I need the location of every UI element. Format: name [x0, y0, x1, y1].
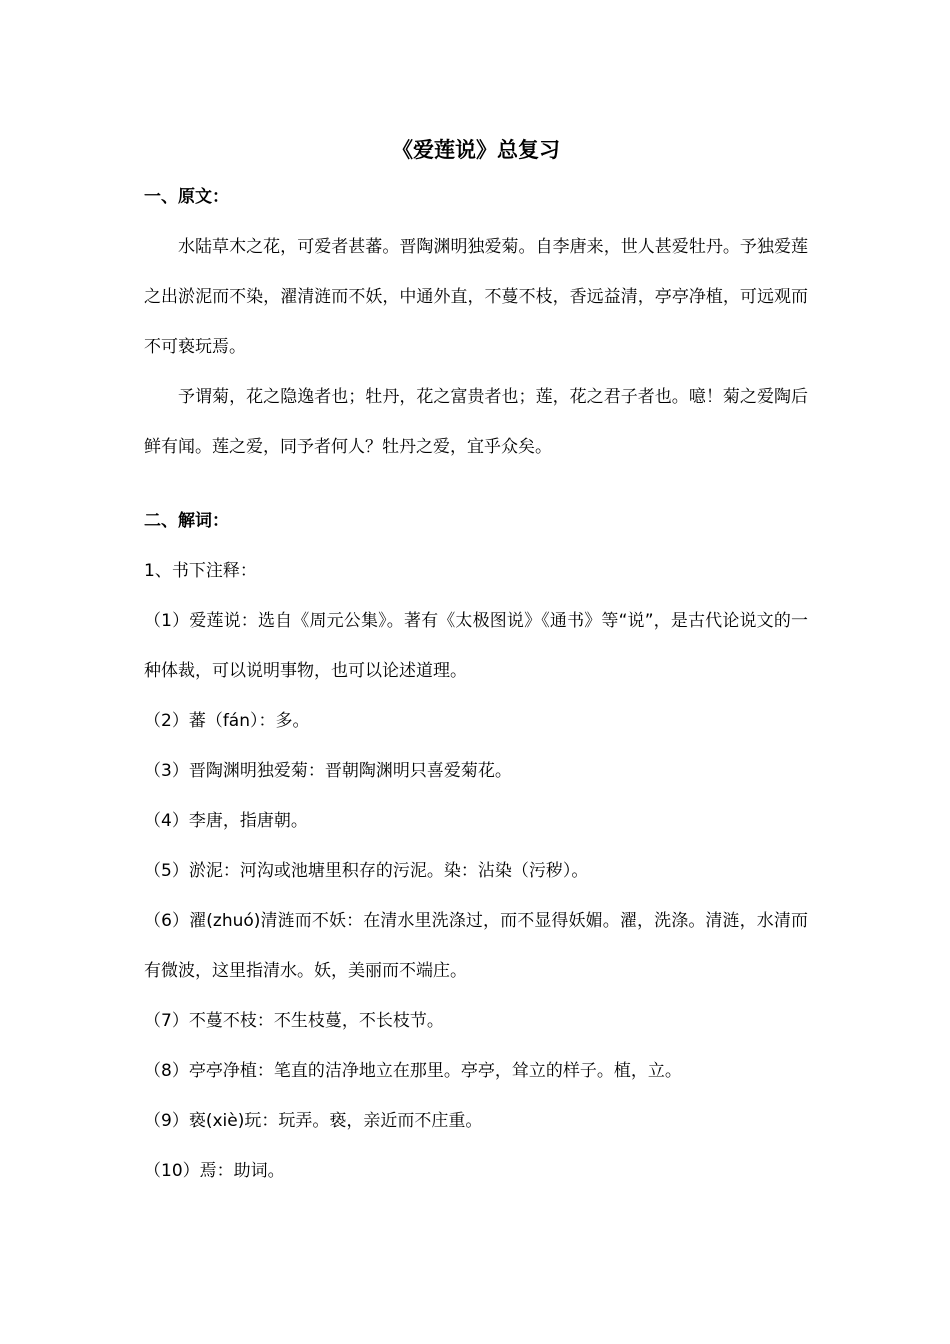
note-item-3: （3）晋陶渊明独爱菊：晋朝陶渊明只喜爱菊花。 [144, 761, 512, 781]
note-item-6: （6）濯(zhuó)清涟而不妖：在清水里洗涤过，而不显得妖媚。濯，洗涤。清涟，水清而有微波，这里指清水。妖，美丽而不端庄。 [144, 911, 808, 981]
original-text-paragraph-2: 予谓菊，花之隐逸者也；牡丹，花之富贵者也；莲，花之君子者也。噫！菊之爱陶后鲜有闻。莲之爱，同予者何人？牡丹之爱，宜乎众矣。 [144, 387, 808, 457]
note-item-1: （1）爱莲说：选自《周元公集》。著有《太极图说》《通书》等“说”，是古代论说文的一种体裁，可以说明事物，也可以论述道理。 [144, 611, 808, 681]
note-item-2: （2）蕃（fán）：多。 [144, 711, 310, 731]
note-item-10: （10）焉：助词。 [144, 1161, 285, 1181]
note-item-7: （7）不蔓不枝：不生枝蔓，不长枝节。 [144, 1011, 444, 1031]
note-item-4: （4）李唐，指唐朝。 [144, 811, 308, 831]
note-item-5: （5）淤泥：河沟或池塘里积存的污泥。染：沾染（污秽）。 [144, 861, 589, 881]
document-page [144, 128, 808, 1196]
section-heading-original-text: 一、原文： [144, 187, 229, 207]
note-item-9: （9）亵(xiè)玩：玩弄。亵，亲近而不庄重。 [144, 1111, 483, 1131]
note-item-8: （8）亭亭净植：笔直的洁净地立在那里。亭亭，耸立的样子。植，立。 [144, 1061, 682, 1081]
original-text-paragraph-1: 水陆草木之花，可爱者甚蕃。晋陶渊明独爱菊。自李唐来，世人甚爱牡丹。予独爱莲之出淤泥而不染，濯清涟而不妖，中通外直，不蔓不枝，香远益清，亭亭净植，可远观而不可亵玩焉。 [144, 237, 808, 357]
subheading-textbook-notes: 1、书下注释： [144, 561, 257, 581]
section-heading-vocabulary: 二、解词： [144, 511, 229, 531]
document-title: 《爱莲说》总复习 [392, 138, 560, 162]
section-spacer [144, 472, 808, 496]
